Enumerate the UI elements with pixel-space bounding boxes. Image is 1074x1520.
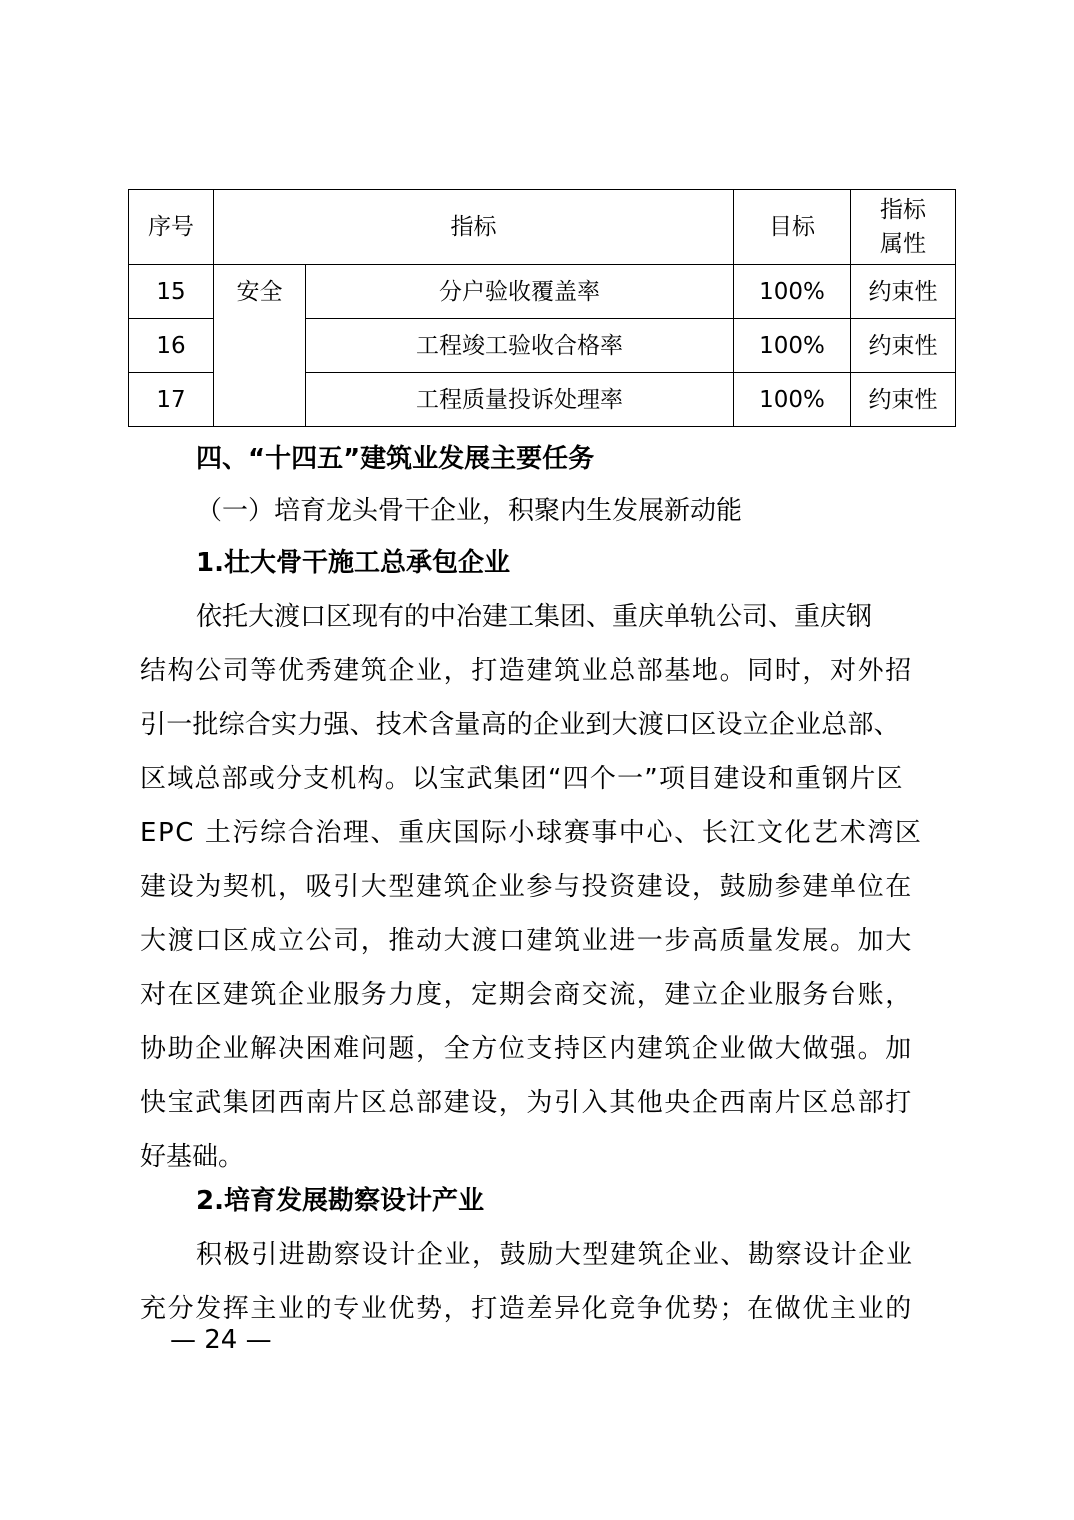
indicator-table: [128, 189, 956, 427]
header-attribute: [851, 190, 956, 265]
paragraph-line: 引一批综合实力强、技术含量高的企业到大渡口区设立企业总部、: [140, 710, 900, 740]
table-row: [129, 265, 956, 319]
paragraph-line: 充分发挥主业的专业优势，打造差异化竞争优势；在做优主业的: [140, 1294, 913, 1324]
row-seq: 15: [129, 265, 214, 319]
row-indicator-name: 工程竣工验收合格率: [306, 319, 734, 373]
item2-title: 2.培育发展勘察设计产业: [196, 1186, 484, 1216]
row-target: 100%: [734, 373, 851, 427]
paragraph-line: 对在区建筑企业服务力度，定期会商交流，建立企业服务台账，: [140, 980, 913, 1010]
header-indicator: 指标: [214, 190, 734, 265]
row-attribute: 约束性: [851, 373, 956, 427]
header-target: 目标: [734, 190, 851, 265]
header-attribute-line2: 属性: [880, 231, 926, 257]
row-attribute: 约束性: [851, 265, 956, 319]
row-attribute: 约束性: [851, 319, 956, 373]
row-target: 100%: [734, 319, 851, 373]
row-target: 100%: [734, 265, 851, 319]
paragraph-line: 区域总部或分支机构。以宝武集团“四个一”项目建设和重钢片区: [140, 764, 904, 794]
paragraph-line: 依托大渡口区现有的中冶建工集团、重庆单轨公司、重庆钢: [196, 602, 873, 632]
row-seq: 16: [129, 319, 214, 373]
paragraph-line: 积极引进勘察设计企业，鼓励大型建筑企业、勘察设计企业: [196, 1240, 914, 1270]
paragraph-line: EPC 土污综合治理、重庆国际小球赛事中心、长江文化艺术湾区: [140, 818, 923, 848]
row-seq: 17: [129, 373, 214, 427]
paragraph-line: 建设为契机，吸引大型建筑企业参与投资建设，鼓励参建单位在: [140, 872, 913, 902]
row-category: 安全: [214, 265, 306, 427]
row-indicator-name: 工程质量投诉处理率: [306, 373, 734, 427]
header-attribute-line1: 指标: [880, 197, 926, 223]
section-title: 四、“十四五”建筑业发展主要任务: [196, 444, 595, 474]
paragraph-line: 协助企业解决困难问题，全方位支持区内建筑企业做大做强。加: [140, 1034, 913, 1064]
item1-title: 1.壮大骨干施工总承包企业: [196, 548, 510, 578]
table-header-row: [129, 190, 956, 265]
page-number: — 24 —: [170, 1325, 272, 1355]
subsection-title: （一）培育龙头骨干企业，积聚内生发展新动能: [196, 496, 743, 526]
row-indicator-name: 分户验收覆盖率: [306, 265, 734, 319]
paragraph-line: 大渡口区成立公司，推动大渡口建筑业进一步高质量发展。加大: [140, 926, 913, 956]
paragraph-line: 结构公司等优秀建筑企业，打造建筑业总部基地。同时，对外招: [140, 656, 913, 686]
paragraph-line: 好基础。: [140, 1142, 245, 1172]
paragraph-line: 快宝武集团西南片区总部建设，为引入其他央企西南片区总部打: [140, 1088, 913, 1118]
header-seq: 序号: [129, 190, 214, 265]
